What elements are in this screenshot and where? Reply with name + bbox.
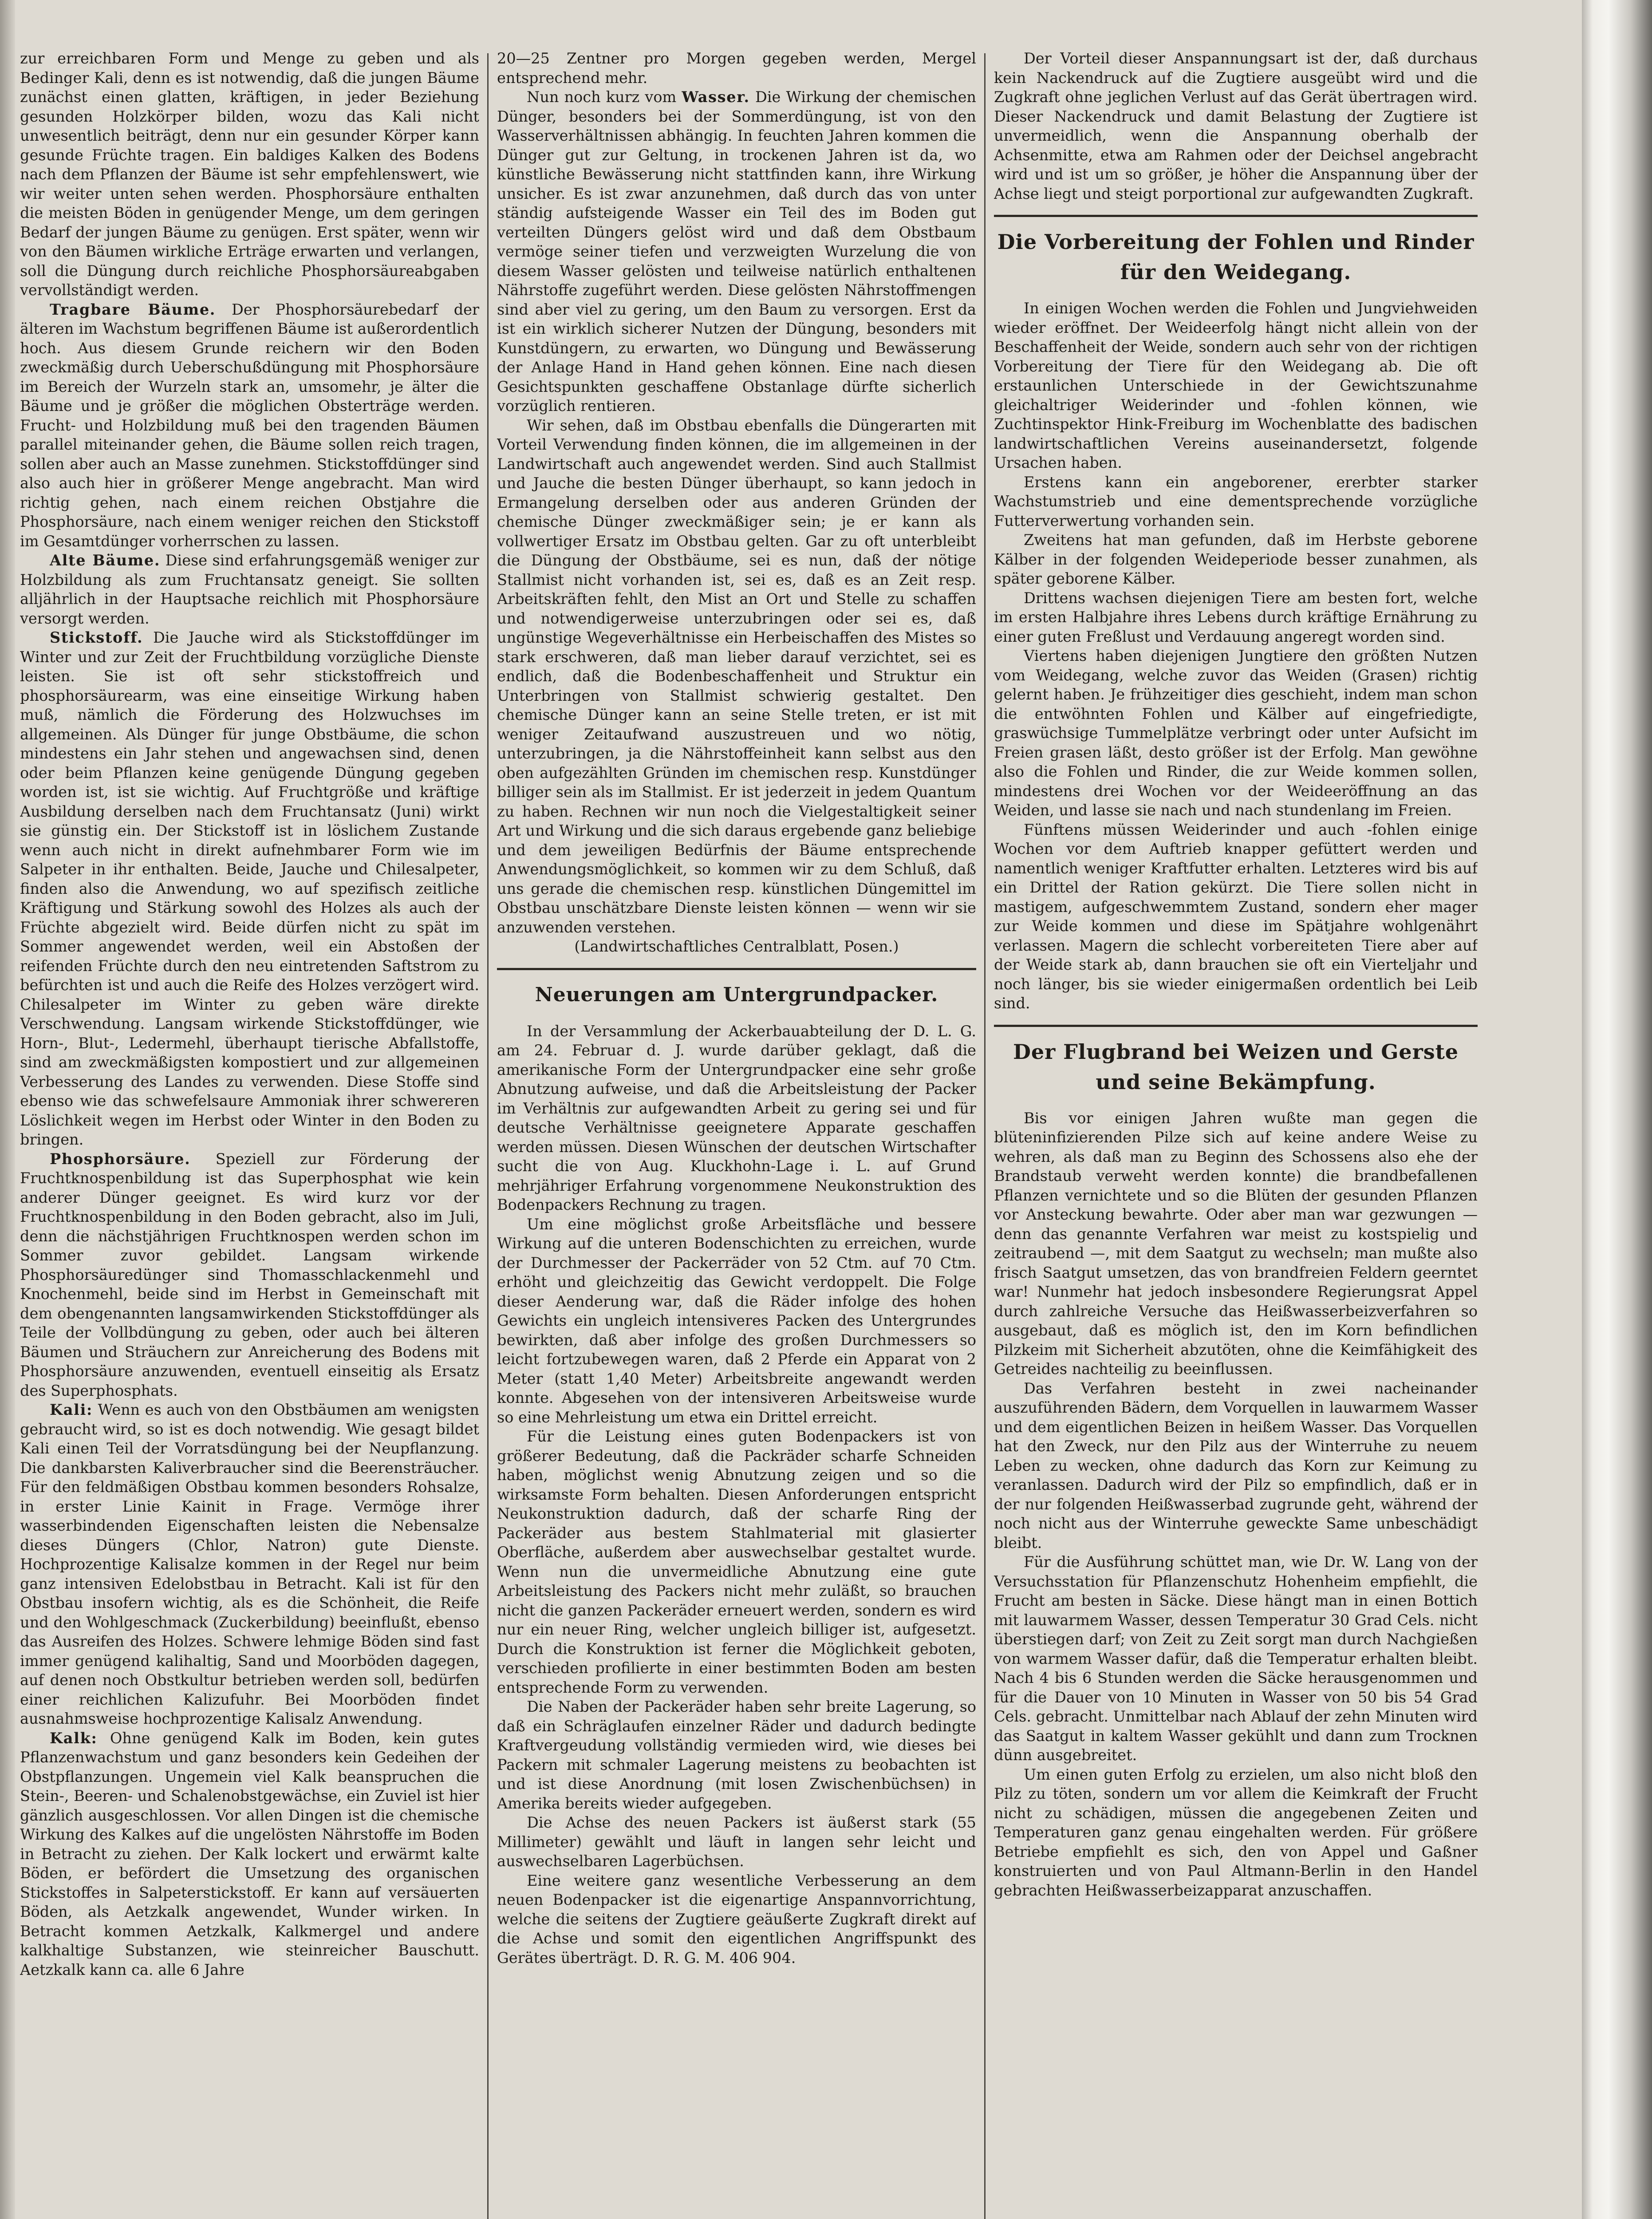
section-head: Stickstoff. — [50, 629, 143, 646]
article-title: Die Vorbereitung der Fohlen und Rinder für den Weidegang. — [997, 230, 1475, 284]
paragraph: In der Versammlung der Ackerbauabteilung der D. L. G. am 24. Februar d. J. wurde darüber geklagt, daß die amerikanische Form der Untergrundpacker eine sehr große Abnutzung aufweise, und daß die Arbeitsleistung der Packer im Verhältnis zur aufgewandten Arbeit zu gering sei und für deutsche Verhältnisse geeignetere Apparate geschaffen werden müssen. Diesen Wünschen der deutschen Wirtschafter sucht die von Aug. Kluckhohn-Lage i. L. auf Grund mehrjähriger Erfahrung vorgenommene Neukonstruktion des Bodenpackers Rechnung zu tragen. — [497, 1022, 976, 1213]
paragraph-lead: Nun noch kurz vom — [527, 88, 677, 106]
article-title: Der Flugbrand bei Weizen und Gerste und seine Bekämpfung. — [1013, 1039, 1459, 1094]
paragraph: Eine weitere ganz wesentliche Verbesserung an dem neuen Bodenpacker ist die eigenartige Anspannvorrichtung, welche die seitens der Zugtiere geäußerte Zugkraft direkt auf die Achse und somit den eigentlichen Angriffspunkt des Gerätes überträgt. D. R. G. M. 406 904. — [497, 1872, 976, 1966]
column-right — [994, 49, 1478, 1900]
paragraph: Um einen guten Erfolg zu erzielen, um also nicht bloß den Pilz zu töten, sondern um vor allem die Keimkraft der Frucht nicht zu schädigen, müssen die angegebenen Zeiten und Temperaturen ganz genau eingehalten werden. Für größere Betriebe empfiehlt es sich, den von Appel und Gaßner konstruierten und von Paul Altmann-Berlin in den Handel gebrachten Heißwasserbeizapparat anzuschaffen. — [994, 1765, 1478, 1899]
paragraph: Fünftens müssen Weiderinder und auch -fohlen einige Wochen vor dem Auftrieb knapper gefüttert werden und namentlich weniger Kraftfutter erhalten. Letzteres wird bis auf ein Drittel der Ration gekürzt. Die Tiere sollen nicht in mastigem, aufgeschwemmtem Zustand, sondern eher mager zur Weide kommen und diese im Spätjahre wohlgenährt verlassen. Magern die schlecht vorbereiteten Tiere aber auf der Weide stark ab, dann brauchen sie oft ein Vierteljahr und noch länger, bis sie wieder einigermaßen ordentlich bei Leib sind. — [994, 821, 1478, 1012]
paragraph: Das Verfahren besteht in zwei nacheinander auszuführenden Bädern, dem Vorquellen in lauwarmem Wasser und dem eigentlichen Beizen in heißem Wasser. Das Vorquellen hat den Zweck, nur den Pilz aus der Winterruhe zu neuem Leben zu wecken, ohne dadurch das Korn zur Keimung zu veranlassen. Dadurch wird der Pilz so empfindlich, daß er in der nur folgenden Heißwasserbad zugrunde geht, während der noch nicht aus der Winterruhe geweckte Same unbeschädigt bleibt. — [994, 1379, 1478, 1552]
column-rule — [984, 53, 986, 2219]
section-head: Wasser. — [682, 88, 750, 106]
paragraph: Wir sehen, daß im Obstbau ebenfalls die Düngerarten mit Vorteil Verwendung finden können, die im allgemeinen in der Landwirtschaft auch angewendet werden. Sind auch Stallmist und Jauche die besten Dünger überhaupt, so kann jedoch in Ermangelung derselben oder aus anderen Gründen der chemische Dünger zweckmäßiger sein; je er kann als vollwertiger Ersatz im Obstbau gelten. Gar zu oft unterbleibt die Düngung der Obstbäume, sei es nun, daß der nötige Stallmist nicht vorhanden ist, sei es, daß es an Zeit resp. Arbeitskräften fehlt, den Mist an Ort und Stelle zu schaffen und notwendigerweise unterzubringen oder sei es, daß ungünstige Wegeverhältnisse ein Herbeischaffen des Mistes so stark erschweren, daß man lieber darauf verzichtet, sei es endlich, daß die Bodenbeschaffenheit und Struktur ein Unterbringen von Stallmist schwierig gestaltet. Den chemische Dünger kann an seine Stelle treten, er ist mit weniger Zeitaufwand auszustreuen und wo nötig, unterzubringen, ja die Nährstoffeinheit kann selbst aus den oben aufgezählten Gründen im chemischen resp. Kunstdünger billiger sein als im Stallmist. Er ist jederzeit in jedem Quantum zu haben. Rechnen wir nun noch die Vielgestaltigkeit seiner Art und Wirkung und die sich daraus ergebende ganz beliebige und dem jeweiligen Bedürfnis der Bäume entsprechende Anwendungsmöglichkeit, so kommen wir zu dem Schluß, daß uns gerade die chemischen resp. künstlichen Düngemittel im Obstbau unschätzbare Dienste leisten können — wenn wir sie anzuwenden verstehen. — [497, 416, 976, 936]
paragraph-phosphor — [20, 1149, 479, 1401]
article-divider — [497, 968, 976, 970]
column-middle — [497, 49, 976, 1967]
paragraph: zur erreichbaren Form und Menge zu geben und als Bedinger Kali, denn es ist notwendig, daß die jungen Bäume zunächst einen glatten, kräftigen, in jeder Beziehung gesunden Holzkörper bilden, wozu das Kali nicht unwesentlich beiträgt, denn nur ein gesunder Körper kann gesunde Früchte tragen. Ein baldiges Kalken des Bodens nach dem Pflanzen der Bäume ist sehr empfehlenswert, wie wir weiter unten sehen werden. Phosphorsäure enthalten die meisten Böden in genügender Menge, um dem geringen Bedarf der jungen Bäume zu genügen. Erst später, wenn wir von den Bäumen wirkliche Erträge erwarten und verlangen, soll die Düngung durch reichliche Phosphorsäureabgaben vervollständigt werden. — [20, 50, 479, 299]
column-left — [20, 49, 479, 1979]
paragraph-kali — [20, 1400, 479, 1729]
section-head: Kali: — [50, 1401, 93, 1418]
section-head: Kalk: — [50, 1729, 98, 1747]
paragraph-alte — [20, 551, 479, 628]
source-credit: (Landwirtschaftliches Centralblatt, Posen.) — [574, 938, 899, 955]
paragraph-text: Der Phosphorsäurebedarf der älteren im Wachstum begriffenen Bäume ist außerordentlich hoch. Aus diesem Grunde reichern wir den Boden zweckmäßig durch Ueberschußdüngung mit Phosphorsäure im Bereich der Wurzeln stark an, umsomehr, je älter die Bäume und je größer die möglichen Obsterträge werden. Frucht- und Holzbildung muß bei den tragenden Bäumen parallel miteinander gehen, die Bäume sollen reich tragen, sollen aber auch an Masse zunehmen. Stickstoffdünger sind also auch hier in größerer Menge angebracht. Man wird richtig gehen, nach einem reichen Obstjahre die Phosphorsäure, nach einem weniger reichen den Stickstoff im Gesamtdünger vorherrschen zu lassen. — [20, 300, 479, 550]
paragraph-text: Speziell zur Förderung der Fruchtknospenbildung ist das Superphosphat wie kein anderer Dünger geeignet. Es wird kurz vor der Fruchtknospenbildung in den Boden gebracht, also im Juli, denn die nächstjährigen Fruchtknospen werden schon im Sommer zuvor gebildet. Langsam wirkende Phosphorsäuredünger sind Thomasschlackenmehl und Knochenmehl, beide sind im Herbst in Gemeinschaft mit dem obengenannten langsamwirkenden Stickstoffdünger als Teile der Vollbdüngung zu geben, oder auch bei älteren Bäumen und Sträuchern zur Anreicherung des Bodens mit Phosphorsäure anzuwenden, eventuell einseitig als Ersatz des Superphosphats. — [20, 1150, 479, 1399]
column-rule — [487, 53, 489, 2219]
paragraph: Der Vorteil dieser Anspannungsart ist der, daß durchaus kein Nackendruck auf die Zugtiere ausgeübt wird und die Zugkraft ohne jeglichen Verlust auf das Gerät übertragen wird. Dieser Nackendruck und damit Belastung der Zugtiere ist unvermeidlich, wenn die Anspannung oberhalb der Achsenmitte, etwa am Rahmen oder der Deichsel angebracht wird und ist um so größer, je höher die Anspannung über der Achse liegt und steigt porportional zur aufgewandten Zugkraft. — [994, 50, 1478, 202]
paragraph-text: Wenn es auch von den Obstbäumen am wenigsten gebraucht wird, so ist es doch notwendig. Wie gesagt bildet Kali einen Teil der Vorratsdüngung bei der Neupflanzung. Die dankbarsten Kaliverbraucher sind die Beerensträucher. Für den feldmäßigen Obstbau kommen besonders Rohsalze, in erster Linie Kainit in Frage. Vermöge ihrer wasserbindenden Eigenschaften leisten die Nebensalze dieses Düngers (Chlor, Natron) gute Dienste. Hochprozentige Kalisalze kommen in der Regel nur beim ganz intensiven Edelobstbau in Betracht. Kali ist für den Obstbau insofern wichtig, als es die Schönheit, die Reife und den Wohlgeschmack (Zuckerbildung) beeinflußt, ebenso das Ausreifen des Holzes. Schwere lehmige Böden sind fast immer genügend kalihaltig, Sand und Moorböden dagegen, auf denen noch Obstkultur betrieben werden soll, bedürfen einer reichlichen Kalizufuhr. Bei Moorböden findet ausnahmsweise hochprozentige Kalisalz Anwendung. — [20, 1401, 479, 1727]
paragraph: Die Naben der Packeräder haben sehr breite Lagerung, so daß ein Schräglaufen einzelner Räder und dadurch bedingte Kraftvergeudung vollständig vermieden wird, wie dieses bei Packern mit schmaler Lagerung meistens zu beobachten ist und ist diese Anordnung (mit losen Zwischenbüchsen) in Amerika bereits wieder aufgegeben. — [497, 1698, 976, 1812]
paragraph: Für die Leistung eines guten Bodenpackers ist von größerer Bedeutung, daß die Packräder scharfe Schneiden haben, möglichst wenig Abnutzung zeigen und so die wirksamste Form behalten. Diesen Anforderungen entspricht Neukonstruktion dadurch, daß der scharfe Ring der Packeräder aus bestem Stahlmaterial mit glasierter Oberfläche, außerdem aber auswechselbar gestaltet wurde. Wenn nun die unvermeidliche Abnutzung eine gute Arbeitsleistung des Packers nicht mehr zuläßt, so brauchen nicht die ganzen Packeräder erneuert werden, sondern es wird nur ein neuer Ring, welcher ungleich billiger ist, aufgesetzt. Durch die Konstruktion ist ferner die Möglichkeit geboten, verschieden profilierte in einer bestimmten Boden am besten entsprechende Form zu verwenden. — [497, 1428, 976, 1696]
section-head: Phosphorsäure. — [50, 1150, 191, 1168]
section-head: Tragbare Bäume. — [50, 300, 216, 318]
paragraph-kalk — [20, 1729, 479, 1980]
paragraph-tragbare — [20, 300, 479, 551]
gutter-edge — [0, 0, 15, 2219]
paragraph: Drittens wachsen diejenigen Tiere am besten fort, welche im ersten Halbjahre ihres Lebens durch kräftige Ernährung zu einer guten Freßlust und Verdauung angeregt worden sind. — [994, 589, 1478, 645]
article-title: Neuerungen am Untergrundpacker. — [535, 983, 938, 1006]
paragraph: Die Achse des neuen Packers ist äußerst stark (55 Millimeter) gewählt und läuft in langen sehr leicht und auswechselbaren Lagerbüchsen. — [497, 1814, 976, 1870]
paragraph: Für die Ausführung schüttet man, wie Dr. W. Lang von der Versuchsstation für Pflanzenschutz Hohenheim empfiehlt, die Frucht am besten in Säcke. Diese hängt man in einen Bottich mit lauwarmem Wasser, dessen Temperatur 30 Grad Cels. nicht überstiegen darf; von Zeit zu Zeit sorgt man durch Nachgießen von warmem Wasser dafür, daß die Temperatur erhalten bleibt. Nach 4 bis 6 Stunden werden die Säcke herausgenommen und für die Dauer von 10 Minuten in Wasser von 50 bis 54 Grad Cels. gebracht. Unmittelbar nach Ablauf der zehn Minuten wird das Saatgut in kaltem Wasser gekühlt und dann zum Trocknen dünn ausgebreitet. — [994, 1553, 1478, 1764]
section-head: Alte Bäume. — [50, 552, 161, 569]
paragraph-wasser — [497, 87, 976, 416]
paragraph-stickstoff — [20, 628, 479, 1149]
page-stack-edge — [1582, 0, 1652, 2219]
paragraph: Um eine möglichst große Arbeitsfläche und bessere Wirkung auf die unteren Bodenschichten zu erreichen, wurde der Durchmesser der Packerräder von 52 Ctm. auf 70 Ctm. erhöht und gleichzeitig das Gewicht verdoppelt. Die Folge dieser Aenderung war, daß die Räder infolge des hohen Gewichts ein ungleich intensiveres Packen des Untergrundes bewirkten, daß aber infolge des großen Durchmessers so leicht fortzubewegen waren, daß 2 Pferde ein Apparat von 2 Meter (statt 1,40 Meter) Arbeitsbreite angewandt werden konnte. Abgesehen von der intensiveren Arbeitsweise wurde so eine Mehrleistung um etwa ein Drittel erreicht. — [497, 1215, 976, 1426]
paragraph-text: Ohne genügend Kalk im Boden, kein gutes Pflanzenwachstum und ganz besonders kein Gedeihen der Obstpflanzungen. Ungemein viel Kalk beanspruchen die Stein-, Beeren- und Schalenobstgewächse, ein Zuviel ist hier gänzlich ausgeschlossen. Vor allen Dingen ist die chemische Wirkung des Kalkes auf die ungelösten Nährstoffe im Boden in Betracht zu ziehen. Der Kalk lockert und erwärmt kalte Böden, er befördert die Umsetzung des organischen Stickstoffes in Salpeterstickstoff. Er kann auf versäuerten Böden, als Aetzkalk angewendet, Wunder wirken. In Betracht kommen Aetzkalk, Kalkmergel und andere kalkhaltige Substanzen, wie steinreicher Bauschutt. Aetzkalk kann ca. alle 6 Jahre — [20, 1729, 479, 1978]
article-divider — [994, 215, 1478, 217]
paragraph-text: Diese sind erfahrungsgemäß weniger zur Holzbildung als zum Fruchtansatz geneigt. Sie sollten alljährlich in der Hauptsache reichlich mit Phosphorsäure versorgt werden. — [20, 552, 479, 627]
paragraph-text: Die Jauche wird als Stickstoffdünger im Winter und zur Zeit der Fruchtbildung vorzügliche Dienste leisten. Sie ist oft sehr stickstoffreich und phosphorsäurearm, was eine einseitige Wirkung haben muß, nämlich die Förderung des Holzwuchses im allgemeinen. Als Dünger für junge Obstbäume, die schon mindestens ein Jahr stehen und angewachsen sind, denen oder beim Pflanzen keine genügende Düngung gegeben worden ist, ist sie wichtig. Auf Fruchtgröße und kräftige Ausbildung derselben nach dem Fruchtansatz (Juni) wirkt sie günstig ein. Der Stickstoff ist in löslichem Zustande wenn auch nicht in direkt aufnehmbarer Form wie im Salpeter in ihr enthalten. Beide, Jauche und Chilesalpeter, finden also die Anwendung, wo auf spezifisch zeitliche Kräftigung und Stärkung sowohl des Holzes als auch der Früchte abgezielt wird. Beide dürfen nicht zu spät im Sommer angewendet werden, weil ein Abstoßen der reifenden Früchte durch den neu eintretenden Saftstrom zu befürchten ist und auch die Reife des Holzes verzögert wird. Chilesalpeter im Winter zu geben wäre direkte Verschwendung. Langsam wirkende Stickstoffdünger, wie Horn-, Blut-, Ledermehl, überhaupt tierische Abfallstoffe, sind am zweckmäßigsten kompostiert und zur allgemeinen Verbesserung des Landes zu verwenden. Diese Stoffe sind ebenso wie das schwefelsaure Ammoniak ihrer schwereren Löslichkeit wegen im Herbst oder Winter in den Boden zu bringen. — [20, 629, 479, 1148]
article-divider — [994, 1025, 1478, 1027]
paragraph: In einigen Wochen werden die Fohlen und Jungviehweiden wieder eröffnet. Der Weideerfolg hängt nicht allein von der Beschaffenheit der Weide, sondern auch sehr von der richtigen Vorbereitung der Tiere für den Weidegang ab. Die oft erstaunlichen Unterschiede in der Gewichtszunahme gleichaltriger Weiderinder und -fohlen können, wie Zuchtinspektor Hink-Freiburg im Wochenblatte des badischen landwirtschaftlichen Vereins auseinandersetzt, folgende Ursachen haben. — [994, 300, 1478, 471]
paragraph: 20—25 Zentner pro Morgen gegeben werden, Mergel entsprechend mehr. — [497, 50, 976, 87]
paragraph: Bis vor einigen Jahren wußte man gegen die blüteninfizierenden Pilze sich auf keine andere Weise zu wehren, als daß man zu Beginn des Schossens also ehe der Brandstaub verweht werden konnte) die brandbefallenen Pflanzen vernichtete und so die Blüten der gesunden Pflanzen vor Ansteckung bewahrte. Oder aber man war gezwungen — denn das genannte Verfahren war meist zu kostspielig und zeitraubend —, mit dem Saatgut zu wechseln; man mußte also frisch Saatgut umsetzen, das von brandfreien Feldern geerntet war! Nunmehr hat jedoch insbesondere Regierungsrat Appel durch zahlreiche Versuche das Heißwasserbeizverfahren so ausgebaut, daß es möglich ist, den im Korn befindlichen Pilzkeim mit Sicherheit abzutöten, ohne die Keimfähigkeit des Getreides nachteilig zu beeinflussen. — [994, 1109, 1478, 1378]
paragraph: Viertens haben diejenigen Jungtiere den größten Nutzen vom Weidegang, welche zuvor das Weiden (Grasen) richtig gelernt haben. Je frühzeitiger dies geschieht, indem man schon die entwöhnten Fohlen und Kälber auf eingefriedigte, graswüchsige Tummelplätze verbringt oder unter Aufsicht im Freien grasen läßt, desto größer ist der Erfolg. Man gewöhne also die Fohlen und Rinder, die zur Weide kommen sollen, mindestens drei Wochen vor der Weideeröffnung an das Weiden, und lasse sie nach und nach stundenlang im Freien. — [994, 647, 1478, 819]
paragraph: Erstens kann ein angeborener, ererbter starker Wachstumstrieb und eine dementsprechende vorzügliche Futterverwertung vorhanden sein. — [994, 473, 1478, 529]
paragraph: Zweitens hat man gefunden, daß im Herbste geborene Kälber in der folgenden Weideperiode besser zunahmen, als später geborene Kälber. — [994, 531, 1478, 587]
paragraph-text: Die Wirkung der chemischen Dünger, besonders bei der Sommerdüngung, ist von den Wasserverhältnissen abhängig. In feuchten Jahren kommen die Dünger gut zur Geltung, in trockenen Jahren ist da, wo künstliche Bewässerung nicht stattfinden kann, ihre Wirkung unsicher. Es ist zwar anzunehmen, daß durch das von unter ständig aufsteigende Wasser ein Teil des im Boden gut verteilten Düngers gelöst wird und daß dem Obstbaum vermöge seiner tiefen und verzweigten Wurzelung die von diesem Wasser gelösten und teilweise natürlich enthaltenen Nährstoffe zugeführt werden. Diese gelösten Nährstoffmengen sind aber viel zu gering, um den Baum zu versorgen. Erst da ist ein wirklich sicherer Nutzen der Düngung, besonders mit Kunstdüngern, zu erwarten, wo Düngung und Bewässerung der Anlage Hand in Hand gehen können. Eine nach diesen Gesichtspunkten geschaffene Obstanlage dürfte sicherlich vorzüglich rentieren. — [497, 88, 976, 415]
